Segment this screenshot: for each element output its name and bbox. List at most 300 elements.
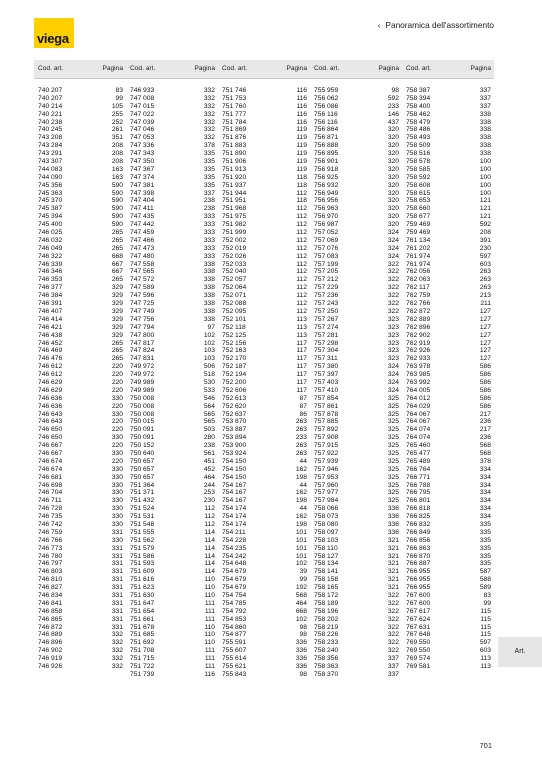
table-row: [310, 355, 402, 363]
table-row: [126, 624, 218, 632]
table-row: [402, 600, 494, 608]
page-ref: 592: [479, 221, 491, 229]
page-ref: 337: [387, 655, 399, 663]
table-row: [126, 111, 218, 119]
article-code: 761 974: [406, 260, 431, 268]
article-code: 762 896: [406, 323, 431, 331]
page-ref: 263: [479, 284, 491, 292]
page-ref: 565: [203, 410, 215, 418]
page-ref: 112: [296, 244, 307, 252]
page-ref: 97: [207, 323, 215, 331]
table-row: [218, 568, 310, 576]
table-row: [402, 95, 494, 103]
page-ref: 324: [387, 386, 399, 394]
table-row: [218, 300, 310, 308]
table-row: [34, 639, 126, 647]
page-ref: 263: [479, 276, 491, 284]
article-code: 757 281: [314, 331, 339, 339]
article-code: 751 975: [222, 213, 247, 221]
page-ref: 220: [111, 426, 123, 434]
table-row: [218, 261, 310, 269]
page-ref: 335: [479, 552, 491, 560]
article-code: 751 548: [130, 520, 155, 528]
page-ref: 255: [111, 110, 123, 118]
page-ref: 338: [479, 118, 491, 126]
page-ref: 322: [387, 592, 399, 599]
table-row: [310, 568, 402, 576]
table-row: [34, 316, 126, 324]
page-ref: 324: [387, 236, 399, 244]
table-row: [310, 482, 402, 490]
page-ref: 568: [479, 442, 491, 450]
article-code: 746 643: [38, 410, 63, 418]
page-ref: 220: [111, 418, 123, 426]
table-row: [34, 592, 126, 600]
table-row: [310, 268, 402, 276]
table-row: [218, 182, 310, 190]
page-ref: 320: [387, 205, 399, 213]
page-ref: 220: [111, 402, 123, 410]
breadcrumb-label: Panoramica dell'assortimento: [385, 20, 494, 30]
page-ref: 335: [203, 150, 215, 158]
article-code: 758 585: [406, 165, 431, 173]
page-ref: 335: [203, 165, 215, 173]
table-row: [310, 245, 402, 253]
article-code: 756 970: [314, 213, 339, 221]
page-ref: 378: [203, 142, 215, 150]
page-ref: 99: [115, 94, 123, 102]
article-code: 756 864: [314, 126, 339, 134]
page-ref: 98: [299, 623, 307, 631]
page-ref: 320: [387, 142, 399, 150]
table-row: [126, 237, 218, 245]
table-row: [126, 592, 218, 600]
page-ref: 330: [111, 505, 123, 513]
article-code: 745 370: [38, 197, 63, 205]
article-code: 746 858: [38, 607, 63, 615]
table-row: [218, 174, 310, 182]
page-ref: 338: [203, 284, 215, 292]
table-row: [310, 489, 402, 497]
table-row: [218, 221, 310, 229]
table-row: [34, 489, 126, 497]
article-code: 767 600: [406, 599, 431, 607]
page-ref: 263: [479, 268, 491, 276]
table-row: [310, 379, 402, 387]
table-row: [126, 545, 218, 553]
page-ref: 87: [299, 394, 307, 402]
article-code: 757 205: [314, 268, 339, 276]
article-code: 746 735: [38, 513, 63, 521]
table-row: [402, 655, 494, 663]
article-code: 758 516: [406, 150, 431, 158]
page-ref: 99: [483, 599, 491, 607]
page-ref: 233: [295, 434, 307, 442]
side-tab-articles[interactable]: Art.: [498, 637, 542, 667]
table-row: [126, 158, 218, 166]
table-row: [34, 324, 126, 332]
page-ref: 100: [479, 158, 491, 166]
page-ref: 330: [111, 481, 123, 489]
article-code: 757 298: [314, 339, 339, 347]
page-ref: 208: [111, 150, 123, 158]
table-row: [34, 190, 126, 198]
table-row: [34, 482, 126, 490]
article-code: 750 015: [130, 418, 155, 426]
table-row: [310, 458, 402, 466]
article-code: 749 989: [130, 378, 155, 386]
article-code: 750 640: [130, 449, 155, 457]
chevron-left-icon: ‹: [377, 20, 381, 30]
page-ref: 117: [296, 347, 307, 355]
table-row: [126, 213, 218, 221]
page-ref: 333: [203, 252, 215, 260]
article-code: 767 624: [406, 615, 431, 623]
page-ref: 590: [111, 189, 123, 197]
table-row: [34, 624, 126, 632]
table-row: [402, 103, 494, 111]
article-code: 752 156: [222, 339, 247, 347]
table-row: [402, 284, 494, 292]
table-row: [310, 363, 402, 371]
article-code: 762 063: [406, 276, 431, 284]
table-row: [34, 395, 126, 403]
table-row: [218, 474, 310, 482]
page-ref: 265: [111, 244, 123, 252]
page-ref: 337: [203, 189, 215, 197]
page-ref: 321: [387, 536, 399, 544]
article-code: 747 473: [130, 244, 155, 252]
article-code: 750 657: [130, 465, 155, 473]
table-row: [218, 537, 310, 545]
page-ref: 252: [111, 118, 123, 126]
article-code: 752 071: [222, 292, 247, 300]
page-ref: 238: [203, 197, 215, 205]
page-ref: 561: [203, 449, 215, 457]
table-row: [218, 489, 310, 497]
article-code: 766 863: [406, 544, 431, 552]
page-ref: 233: [387, 102, 399, 110]
article-code: 754 228: [222, 536, 247, 544]
table-row: [402, 355, 494, 363]
table-row: [126, 671, 218, 679]
article-code: 757 250: [314, 307, 339, 315]
article-code: 758 653: [406, 197, 431, 205]
article-code: 746 674: [38, 465, 63, 473]
table-row: [218, 482, 310, 490]
article-code: 757 403: [314, 378, 339, 386]
table-row: [126, 395, 218, 403]
table-row: [218, 213, 310, 221]
table-row: [218, 324, 310, 332]
table-row: [34, 474, 126, 482]
article-code: 764 067: [406, 418, 431, 426]
page-ref: 546: [203, 394, 215, 402]
table-row: [218, 237, 310, 245]
article-code: 746 629: [38, 378, 63, 386]
page-ref: 100: [479, 165, 491, 173]
breadcrumb[interactable]: [378, 20, 494, 30]
page-ref: 110: [204, 623, 215, 631]
page-ref: 329: [111, 284, 123, 292]
table-row: [126, 418, 218, 426]
table-row: [310, 103, 402, 111]
page-ref: 330: [111, 465, 123, 473]
article-code: 758 134: [314, 560, 339, 568]
article-code: 740 245: [38, 126, 63, 134]
page-ref: 112: [296, 292, 307, 300]
article-code: 751 692: [130, 639, 155, 647]
table-row: [34, 450, 126, 458]
page-ref: 338: [203, 307, 215, 315]
page-ref: 335: [203, 158, 215, 166]
page-ref: 338: [203, 315, 215, 323]
article-code: 746 339: [38, 260, 63, 268]
page-ref: 330: [111, 536, 123, 544]
table-row: [402, 576, 494, 584]
page-ref: 127: [479, 355, 491, 363]
article-code: 756 871: [314, 134, 339, 142]
table-row: [402, 221, 494, 229]
article-code: 758 509: [406, 142, 431, 150]
table-row: [218, 371, 310, 379]
page-ref: 220: [111, 386, 123, 394]
article-code: 746 872: [38, 623, 63, 631]
page-ref: 208: [479, 229, 491, 237]
table-row: [402, 371, 494, 379]
page-ref: 320: [387, 197, 399, 205]
article-code: 746 728: [38, 505, 63, 513]
table-row: [402, 142, 494, 150]
page-ref: 331: [111, 544, 123, 552]
page-ref: 324: [387, 378, 399, 386]
table-row: [34, 387, 126, 395]
article-code: 752 019: [222, 244, 247, 252]
article-code: 757 410: [314, 386, 339, 394]
article-code: 746 650: [38, 426, 63, 434]
article-code: 756 987: [314, 221, 339, 229]
table-row: [310, 111, 402, 119]
page-ref: 338: [203, 268, 215, 276]
article-code: 745 400: [38, 221, 63, 229]
table-row: [34, 655, 126, 663]
article-code: 754 877: [222, 631, 247, 639]
table-row: [310, 371, 402, 379]
table-row: [402, 340, 494, 348]
page-ref: 263: [295, 449, 307, 457]
table-row: [218, 95, 310, 103]
page-ref: 452: [203, 465, 215, 473]
article-code: 767 631: [406, 623, 431, 631]
table-row: [34, 560, 126, 568]
page-ref: 322: [387, 607, 399, 615]
article-code: 769 574: [406, 655, 431, 663]
page-ref: 110: [204, 592, 215, 599]
page-ref: 325: [387, 434, 399, 442]
table-row: [310, 647, 402, 655]
page-ref: 336: [295, 639, 307, 647]
article-code: 758 073: [314, 513, 339, 521]
article-code: 754 150: [222, 457, 247, 465]
table-row: [402, 584, 494, 592]
page-ref: 208: [111, 142, 123, 150]
page-ref: 323: [387, 339, 399, 347]
article-code: 762 933: [406, 355, 431, 363]
article-code: 753 900: [222, 442, 247, 450]
article-code: 750 008: [130, 410, 155, 418]
article-code: 762 872: [406, 307, 431, 315]
table-row: [126, 300, 218, 308]
table-row: [310, 497, 402, 505]
table-row: [34, 505, 126, 513]
page-ref: 323: [387, 315, 399, 323]
table-row: [34, 292, 126, 300]
article-code: 766 801: [406, 497, 431, 505]
page-ref: 322: [387, 300, 399, 308]
page-ref: 44: [299, 481, 307, 489]
table-row: [310, 434, 402, 442]
article-code: 751 869: [222, 126, 247, 134]
page-ref: 565: [203, 418, 215, 426]
article-code: 751 715: [130, 655, 155, 663]
page-ref: 464: [295, 599, 307, 607]
page-ref: 338: [203, 300, 215, 308]
page-ref: 334: [479, 481, 491, 489]
page-ref: 100: [479, 189, 491, 197]
table-row: [126, 663, 218, 671]
page-ref: 586: [479, 371, 491, 379]
page-ref: 238: [203, 442, 215, 450]
table-row: [402, 324, 494, 332]
page-ref: 351: [111, 134, 123, 142]
page-ref: 332: [203, 87, 215, 94]
article-code: 751 890: [222, 150, 247, 158]
article-code: 747 800: [130, 331, 155, 339]
article-code: 747 015: [130, 102, 155, 110]
article-code: 746 322: [38, 252, 63, 260]
article-code: 754 679: [222, 576, 247, 584]
page-ref: 320: [387, 181, 399, 189]
page-ref: 162: [295, 465, 307, 473]
article-code: 755 621: [222, 663, 247, 671]
article-code: 747 336: [130, 142, 155, 150]
article-code: 747 343: [130, 150, 155, 158]
article-code: 751 524: [130, 505, 155, 513]
table-row: [310, 505, 402, 513]
page-ref: 586: [479, 378, 491, 386]
article-code: 766 832: [406, 520, 431, 528]
table-row: [402, 466, 494, 474]
article-code: 752 637: [222, 410, 247, 418]
table-row: [310, 584, 402, 592]
page-ref: 330: [111, 394, 123, 402]
page-ref: 83: [483, 592, 491, 599]
article-code: 757 397: [314, 371, 339, 379]
page-ref: 331: [111, 592, 123, 599]
article-code: 752 187: [222, 363, 247, 371]
table-row: [402, 474, 494, 482]
article-code: 752 613: [222, 394, 247, 402]
article-code: 751 777: [222, 110, 247, 118]
table-row: [218, 592, 310, 600]
article-code: 752 064: [222, 284, 247, 292]
page-ref: 325: [387, 457, 399, 465]
article-code: 743 208: [38, 134, 63, 142]
page-ref: 113: [296, 315, 307, 323]
table-row: [310, 237, 402, 245]
table-row: [126, 584, 218, 592]
table-row: [126, 363, 218, 371]
table-row: [402, 497, 494, 505]
table-row: [402, 261, 494, 269]
article-code: 740 221: [38, 110, 63, 118]
table-row: [402, 292, 494, 300]
article-code: 762 926: [406, 347, 431, 355]
article-code: 758 219: [314, 623, 339, 631]
article-code: 746 742: [38, 520, 63, 528]
article-code: 758 363: [314, 663, 339, 671]
table-row: [402, 300, 494, 308]
page-ref: 99: [299, 576, 307, 584]
article-code: 747 350: [130, 158, 155, 166]
article-code: 756 116: [314, 110, 338, 118]
page-ref: 44: [299, 457, 307, 465]
table-row: [34, 245, 126, 253]
article-code: 751 579: [130, 544, 155, 552]
article-code: 747 008: [130, 94, 155, 102]
header-pagina: Pagina: [102, 65, 123, 72]
table-row: [310, 395, 402, 403]
page-ref: 332: [111, 647, 123, 655]
table-row: [218, 624, 310, 632]
article-code: 740 207: [38, 94, 63, 102]
page-ref: 101: [295, 528, 307, 536]
page-ref: 102: [203, 339, 215, 347]
table-row: [126, 537, 218, 545]
page-ref: 121: [479, 205, 491, 213]
page-ref: 111: [204, 663, 215, 671]
article-code: 752 170: [222, 355, 247, 363]
table-row: [126, 190, 218, 198]
page-ref: 332: [203, 134, 215, 142]
page-ref: 322: [387, 284, 399, 292]
article-code: 747 824: [130, 347, 155, 355]
table-row: [218, 292, 310, 300]
table-row: [218, 450, 310, 458]
page-ref: 118: [296, 197, 307, 205]
page-ref: 587: [479, 568, 491, 576]
table-row: [402, 513, 494, 521]
article-code: 751 432: [130, 497, 155, 505]
article-code: 751 937: [222, 181, 247, 189]
page-ref: 253: [203, 489, 215, 497]
page-ref: 331: [111, 584, 123, 592]
page-ref: 118: [296, 181, 307, 189]
article-code: 761 134: [406, 236, 431, 244]
article-code: 746 377: [38, 284, 63, 292]
table-row: [126, 95, 218, 103]
page-ref: 322: [387, 268, 399, 276]
table-row: [402, 237, 494, 245]
article-code: 756 932: [314, 181, 339, 189]
table-row: [34, 537, 126, 545]
table-row: [218, 166, 310, 174]
page-ref: 332: [111, 631, 123, 639]
article-code: 757 946: [314, 465, 339, 473]
page-ref: 325: [387, 410, 399, 418]
page-ref: 338: [203, 276, 215, 284]
table-row: [126, 182, 218, 190]
